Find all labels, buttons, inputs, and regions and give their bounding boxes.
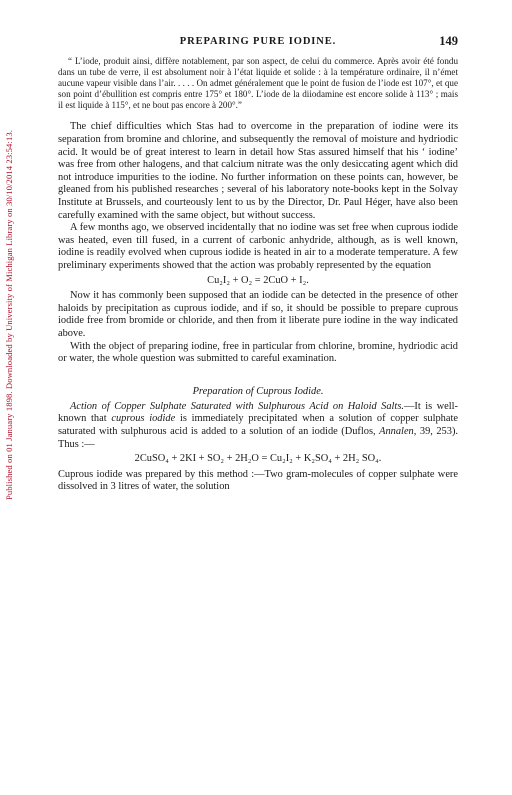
paragraph-detection: Now it has commonly been supposed that an iodide can be detected in the presence of other haloids by precipitation as cuprous iodide, and if so, it should be possible to prepare cuprous iodide free from bromide or chloride, and then from it liberate pure iodine in the way indicated above. (58, 290, 458, 339)
running-head: PREPARING PURE IODINE. (179, 36, 337, 47)
page-content (58, 36, 458, 494)
paragraph-preparation-method: Cuprous iodide was prepared by this method :—Two gram-molecules of copper sulphate were dissolved in 3 litres of water, the solution (58, 468, 458, 493)
side-note (3, 60, 15, 570)
page-header (58, 36, 458, 56)
page-number: 149 (439, 34, 458, 48)
citation-journal: Annalen, (379, 425, 417, 437)
paragraph-copper-sulphate (58, 401, 458, 451)
side-note-text: Published on 01 January 1898. Downloaded by University of Michigan Library on 30/10/2014 23:54:13. (4, 130, 15, 500)
para-part1: —It is well-known that (58, 400, 458, 425)
citation-rest: 39, 253). Thus :— (58, 425, 459, 450)
french-quote: “ L’iode, produit ainsi, diffère notablement, par son aspect, de celui du commerce. Après avoir été fondu dans un tube de verre, il est absolument noir à l’état liquide et solide : à la température ordinaire, il n’émet aucune vapeur visible dans l’air. . . . . On admet généralement que le point de fusion de l’iode est 107°, et que son point d’ébullition est compris entre 175° et 180°. L’iode de la diiodamine est encore solide à 113° ; mais il est liquide à 115°, et ne bout pas encore à 200°.” (58, 56, 458, 111)
paragraph-object: With the object of preparing iodine, free in particular from chlorine, bromine, hydriodic acid or water, the whole question was submitted to careful examination. (58, 340, 458, 365)
paragraph-cuprous-iodide-heating: A few months ago, we observed incidentally that no iodine was set free when cuprous iodide was heated, even till fused, in a current of carbonic anhydride, although, as is well known, iodine is readily evolved when cuprous iodide is heated in air to a moderate temperature. A few preliminary experiments showed that the action was probably represented by the equation (58, 222, 458, 271)
runin-heading: Action of Copper Sulphate Saturated with Sulphurous Acid on Haloid Salts. (70, 400, 404, 412)
section-title: Preparation of Cuprous Iodide. (192, 385, 324, 397)
equation-cuprous-oxidation: Cu₂I₂ + O₂ = 2CuO + I₂. (207, 274, 309, 286)
para-italic: cuprous iodide (111, 413, 176, 425)
paragraph-stas-difficulties: The chief difficulties which Stas had to overcome in the preparation of iodine were its separation from bromine and chlorine, and subsequently the removal of moisture and hydriodic acid. It would be of great interest to learn in detail how Stas assured himself that his ‘ iodine’ was free from other halogens, and that calcium nitrate was the only desiccating agent which did not introduce impurities to the iodine. No further information on these points can, however, be gleaned from his published researches ; several of his laboratory note-books kept in the Solvay Institute at Brussels, and courteously lent to us by the Director, Dr. Paul Héger, have also been carefully examined with the same object, but without success. (58, 121, 458, 221)
para-part2: is immediately precipitated when a solution of copper sulphate saturated with sulphurous acid is added to a solution of an iodide (Duflos, (58, 413, 458, 437)
equation-copper-sulphate: 2CuSO₄ + 2KI + SO₂ + 2H₂O = Cu₂I₂ + K₂SO₄ + 2H₂ SO₄. (134, 453, 382, 465)
